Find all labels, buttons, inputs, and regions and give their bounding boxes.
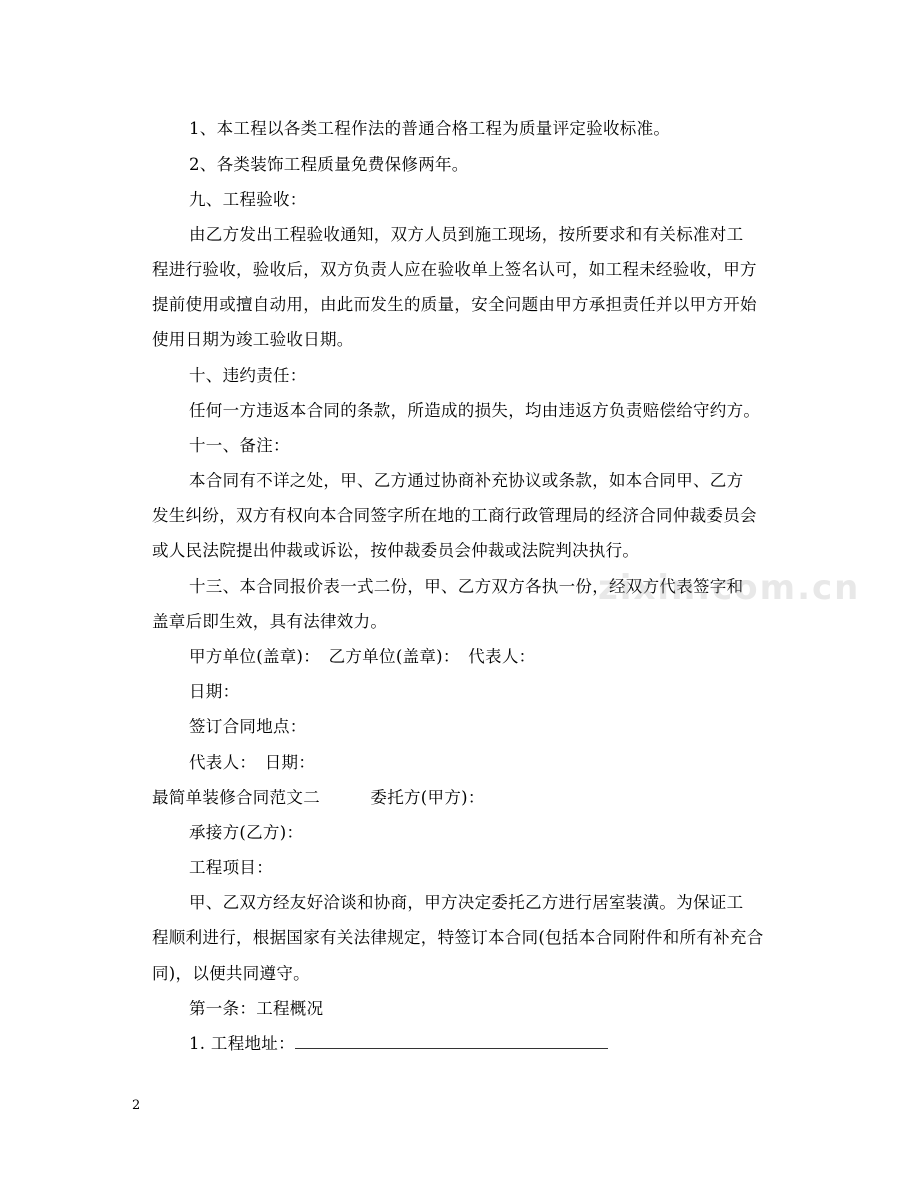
paragraph-remarks-line: 本合同有不详之处，甲、乙方通过协商补充协议或条款，如本合同甲、乙方	[189, 471, 744, 490]
representative-date: 代表人： 日期：	[189, 753, 316, 772]
paragraph-remarks-line: 或人民法院提出仲裁或诉讼，按仲裁委员会仲裁或法院判决执行。	[152, 541, 640, 560]
paragraph-quotation-line: 盖章后即生效，具有法律效力。	[152, 612, 388, 631]
heading-remarks: 十一、备注：	[189, 436, 290, 455]
signing-location: 签订合同地点：	[189, 717, 307, 736]
paragraph-quality-standard: 1、本工程以各类工程作法的普通合格工程为质量评定验收标准。	[189, 119, 671, 138]
paragraph-liability: 任何一方违返本合同的条款，所造成的损失，均由违返方负责赔偿给守约方。	[189, 401, 761, 420]
heading-acceptance: 九、工程验收：	[189, 190, 307, 209]
article-one-heading: 第一条：工程概况	[189, 999, 324, 1018]
paragraph-acceptance-line: 使用日期为竣工验收日期。	[152, 330, 354, 349]
paragraph-acceptance-line: 程进行验收，验收后，双方负责人应在验收单上签名认可，如工程未经验收，甲方	[152, 260, 757, 279]
paragraph-agreement-line: 程顺利进行，根据国家有关法律规定，特签订本合同(包括本合同附件和所有补充合	[152, 928, 764, 947]
paragraph-acceptance-line: 提前使用或擅自动用，由此而发生的质量，安全问题由甲方承担责任并以甲方开始	[152, 295, 757, 314]
signature-date: 日期：	[189, 682, 240, 701]
contract-title-two: 最简单装修合同范文二 委托方(甲方)：	[152, 788, 485, 807]
paragraph-remarks-line: 发生纠纷，双方有权向本合同签字所在地的工商行政管理局的经济合同仲裁委员会	[152, 506, 757, 525]
project-address-blank-line	[295, 1032, 608, 1049]
project-label: 工程项目：	[189, 858, 273, 877]
page-number: 2	[132, 1098, 141, 1113]
heading-liability: 十、违约责任：	[189, 366, 307, 385]
signature-parties: 甲方单位(盖章)： 乙方单位(盖章)： 代表人：	[189, 647, 536, 666]
project-address-label: 1. 工程地址：	[189, 1034, 295, 1053]
paragraph-warranty: 2、各类装饰工程质量免费保修两年。	[189, 155, 469, 174]
paragraph-agreement-line: 甲、乙双方经友好洽谈和协商，甲方决定委托乙方进行居室装潢。为保证工	[189, 893, 744, 912]
watermark: zixin.com.cn	[598, 568, 861, 608]
paragraph-quotation-line: 十三、本合同报价表一式二份，甲、乙方双方各执一份，经双方代表签字和	[189, 577, 744, 596]
paragraph-agreement-line: 同)，以便共同遵守。	[152, 964, 310, 983]
paragraph-acceptance-line: 由乙方发出工程验收通知，双方人员到施工现场，按所要求和有关标准对工	[189, 225, 744, 244]
project-address-row	[189, 1032, 608, 1056]
contractor-party: 承接方(乙方)：	[189, 823, 304, 842]
